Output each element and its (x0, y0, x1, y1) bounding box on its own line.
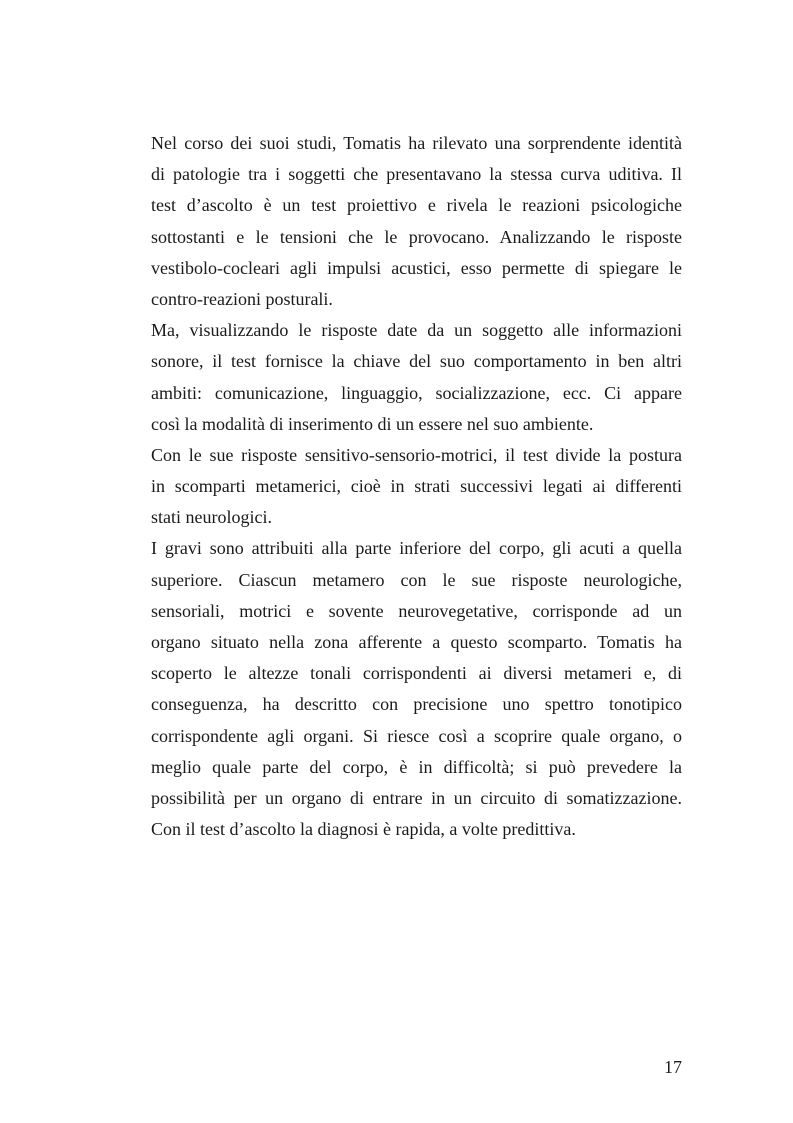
page-number: 17 (664, 1057, 682, 1077)
text-line: vestibolo-cocleari agli impulsi acustici, esso permette di spiegare le (151, 257, 682, 278)
text-line: possibilità per un organo di entrare in un circuito di somatizzazione. (151, 787, 682, 808)
text-line: meglio quale parte del corpo, è in difficoltà; si può prevedere la (151, 756, 682, 777)
text-line: Ma, visualizzando le risposte date da un soggetto alle informazioni (151, 320, 682, 341)
text-line: Nel corso dei suoi studi, Tomatis ha rilevato una sorprendente identità (151, 133, 682, 153)
text-line: organo situato nella zona afferente a questo scomparto. Tomatis ha (151, 632, 682, 652)
text-line: così la modalità di inserimento di un essere nel suo ambiente. (151, 413, 594, 434)
text-line: sensoriali, motrici e sovente neurovegetative, corrisponde ad un (151, 600, 682, 621)
text-line: Con il test d’ascolto la diagnosi è rapida, a volte predittiva. (151, 819, 576, 840)
paragraph-4 (151, 533, 682, 845)
paragraph-2 (151, 315, 682, 440)
text-line: sonore, il test fornisce la chiave del suo comportamento in ben altri (151, 351, 682, 372)
text-line: conseguenza, ha descritto con precisione uno spettro tonotipico (151, 694, 682, 715)
paragraph-1 (151, 128, 682, 315)
text-line: di patologie tra i soggetti che presentavano la stessa curva uditiva. Il (151, 164, 682, 185)
paragraph-3 (151, 440, 682, 534)
text-line: I gravi sono attribuiti alla parte inferiore del corpo, gli acuti a quella (151, 538, 682, 559)
text-line: sottostanti e le tensioni che le provocano. Analizzando le risposte (151, 226, 682, 247)
text-line: test d’ascolto è un test proiettivo e rivela le reazioni psicologiche (151, 195, 682, 216)
text-line: corrispondente agli organi. Si riesce così a scoprire quale organo, o (151, 725, 682, 746)
document-body (151, 128, 682, 845)
text-line: ambiti: comunicazione, linguaggio, socializzazione, ecc. Ci appare (151, 382, 682, 403)
text-line: scoperto le altezze tonali corrispondenti ai diversi metameri e, di (151, 663, 682, 684)
text-line: stati neurologici. (151, 507, 272, 528)
text-line: superiore. Ciascun metamero con le sue risposte neurologiche, (151, 569, 682, 590)
text-line: in scomparti metamerici, cioè in strati successivi legati ai differenti (151, 476, 682, 497)
text-line: contro-reazioni posturali. (151, 288, 333, 309)
text-line: Con le sue risposte sensitivo-sensorio-motrici, il test divide la postura (151, 444, 682, 465)
